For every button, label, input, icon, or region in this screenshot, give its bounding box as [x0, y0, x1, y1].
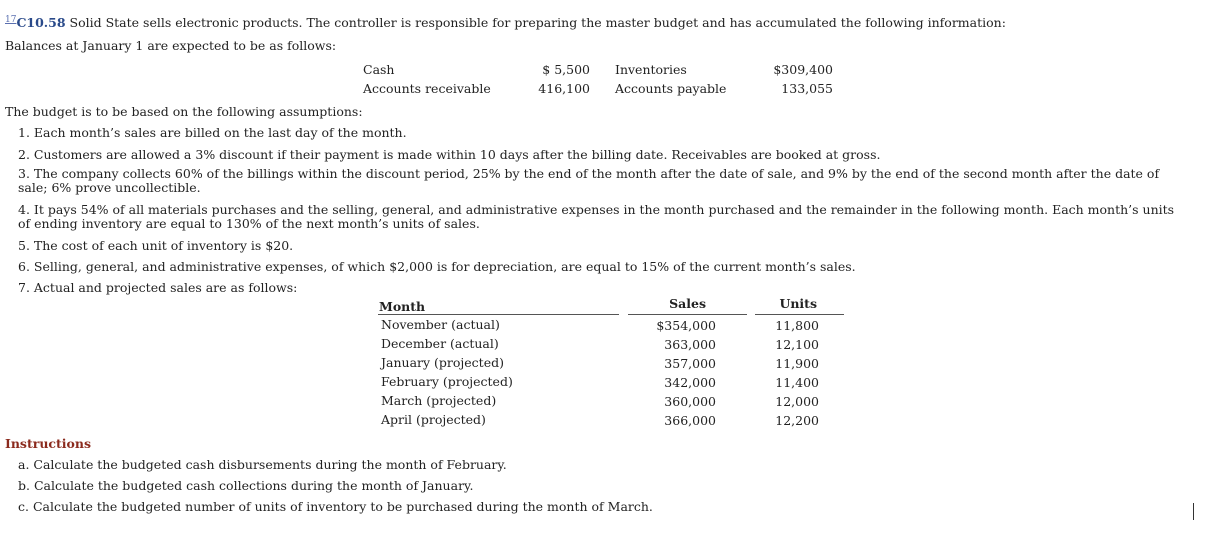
text-cursor: [1193, 503, 1194, 520]
accounts-payable-value: 133,055: [781, 81, 833, 96]
problem-number: C10.58: [16, 15, 66, 31]
month-cell: April (projected): [381, 412, 486, 427]
units-cell: 11,800: [775, 318, 819, 333]
problem-footnote-link[interactable]: 17: [5, 15, 17, 25]
problem-header: [5, 15, 1006, 30]
units-cell: 11,400: [775, 375, 819, 390]
month-cell: December (actual): [381, 336, 499, 351]
sales-cell: 360,000: [664, 394, 716, 409]
list-item: 3. The company collects 60% of the billings within the discount period, 25% by the end of the month after the date of sale, and 9% by the end of the second month after the date of sale; 6% prove uncollectible.: [18, 166, 1160, 196]
list-item: 4. It pays 54% of all materials purchases and the selling, general, and administrative expenses in the month purchased and the remainder in the following month. Each month’s units of ending inventory are equal to 130% of the next month’s units of sales.: [18, 202, 1175, 232]
sales-header: Sales: [669, 296, 706, 311]
header-rule: [378, 314, 619, 315]
problem-id: [5, 15, 66, 30]
units-cell: 12,000: [775, 394, 819, 409]
month-header: Month: [379, 299, 426, 314]
balances-intro: Balances at January 1 are expected to be as follows:: [5, 38, 337, 53]
header-rule: [628, 314, 747, 315]
sales-cell: 363,000: [664, 337, 716, 352]
list-item: b. Calculate the budgeted cash collections during the month of January.: [18, 478, 474, 493]
assumptions-intro: The budget is to be based on the following assumptions:: [5, 104, 363, 119]
list-item: 1. Each month’s sales are billed on the last day of the month.: [18, 125, 407, 140]
inventories-label: Inventories: [615, 62, 687, 77]
header-rule: [755, 314, 844, 315]
sales-cell: $354,000: [656, 318, 716, 333]
cash-value: $ 5,500: [542, 62, 590, 77]
list-item: 5. The cost of each unit of inventory is $20.: [18, 238, 294, 253]
list-item: c. Calculate the budgeted number of units of inventory to be purchased during the month of March.: [18, 499, 653, 514]
problem-intro: Solid State sells electronic products. The controller is responsible for preparing the master budget and has accumulated the following information:: [69, 15, 1006, 31]
list-item: 2. Customers are allowed a 3% discount if their payment is made within 10 days after the billing date. Receivables are booked at gross.: [18, 147, 881, 162]
units-cell: 12,200: [775, 413, 819, 428]
list-item: 6. Selling, general, and administrative expenses, of which $2,000 is for depreciation, are equal to 15% of the current month’s sales.: [18, 259, 856, 274]
inventories-value: $309,400: [773, 62, 833, 77]
month-cell: March (projected): [381, 393, 497, 408]
accounts-receivable-label: Accounts receivable: [363, 81, 491, 96]
sales-cell: 357,000: [664, 356, 716, 371]
sales-cell: 366,000: [664, 413, 716, 428]
sales-cell: 342,000: [664, 375, 716, 390]
month-cell: February (projected): [381, 374, 513, 389]
accounts-payable-label: Accounts payable: [615, 81, 727, 96]
instructions-title: Instructions: [5, 436, 92, 451]
list-item: 7. Actual and projected sales are as follows:: [18, 280, 298, 295]
month-cell: January (projected): [381, 355, 504, 370]
units-header: Units: [779, 296, 817, 311]
units-cell: 12,100: [775, 337, 819, 352]
units-cell: 11,900: [775, 356, 819, 371]
list-item: a. Calculate the budgeted cash disbursements during the month of February.: [18, 457, 507, 472]
cash-label: Cash: [363, 62, 395, 77]
accounts-receivable-value: 416,100: [538, 81, 590, 96]
month-cell: November (actual): [381, 317, 500, 332]
